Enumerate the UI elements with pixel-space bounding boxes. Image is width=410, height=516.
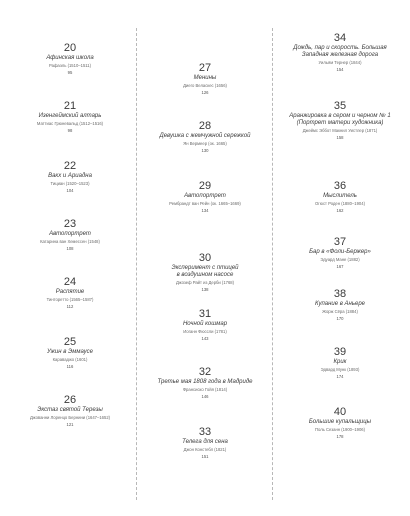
artwork-title-line: Большие купальщицы: [308, 419, 372, 425]
artist-and-year: Жорж Сёра (1884): [322, 309, 358, 314]
toc-entry[interactable]: [272, 236, 408, 270]
artwork-title: [2, 55, 138, 62]
page-number: 174: [336, 374, 344, 379]
artist-and-year: Эдвард Мунк (1893): [320, 367, 360, 372]
page-number: 98: [67, 128, 73, 133]
toc-entry[interactable]: [137, 120, 273, 154]
chapter-number: 29: [198, 180, 212, 192]
artwork-title: [2, 231, 138, 238]
artist-and-year: Поль Сезанн (1900–1906): [314, 427, 366, 432]
artwork-title-line: Изенгеймский алтарь: [38, 113, 102, 119]
page-number: 151: [201, 454, 209, 459]
artist-and-year: Рафаэль (1510–1511): [48, 63, 92, 68]
toc-entry[interactable]: [2, 100, 138, 134]
artwork-title-line: Девушка с жемчужной сережкой: [159, 133, 251, 139]
artwork-title-line: Эксперимент с птицей: [171, 265, 239, 271]
artist-and-year: Эдуард Мане (1882): [320, 257, 360, 262]
artist-and-year: Маттиас Грюневальд (1512–1516): [36, 121, 104, 126]
toc-entry[interactable]: [272, 346, 408, 380]
artwork-title-line: в воздушном насосе: [176, 272, 234, 278]
page-number: 112: [66, 304, 74, 309]
chapter-number: 28: [198, 120, 212, 132]
artwork-title-line: Мыслитель: [323, 193, 357, 199]
page-number: 130: [201, 148, 209, 153]
artwork-title-line: Афинская школа: [46, 55, 94, 61]
artwork-title: [272, 193, 408, 200]
artwork-title: [2, 289, 138, 296]
artwork-title: [137, 321, 273, 328]
page-number: 143: [201, 336, 209, 341]
chapter-number: 24: [63, 276, 77, 288]
artwork-title: [2, 349, 138, 356]
toc-entry[interactable]: [137, 252, 273, 293]
toc-entry[interactable]: [137, 308, 273, 342]
chapter-number: 36: [333, 180, 347, 192]
chapter-number: 35: [333, 100, 347, 112]
chapter-number: 37: [333, 236, 347, 248]
toc-entry[interactable]: [2, 160, 138, 194]
page-number: 134: [201, 208, 209, 213]
page-number: 108: [66, 246, 74, 251]
toc-entry[interactable]: [2, 218, 138, 252]
page-number: 121: [66, 422, 74, 427]
artist-and-year: Огюст Роден (1880–1904): [315, 201, 365, 206]
artwork-title: [272, 249, 408, 256]
page-number: 178: [336, 434, 344, 439]
artwork-title: [272, 301, 408, 308]
toc-entry[interactable]: [137, 62, 273, 96]
artwork-title-line: Экстаз святой Терезы: [37, 407, 103, 413]
toc-entry[interactable]: [137, 180, 273, 214]
toc-entry[interactable]: [272, 180, 408, 214]
toc-entry[interactable]: [272, 288, 408, 322]
toc-entry[interactable]: [137, 366, 273, 400]
page-number: 116: [66, 364, 74, 369]
artist-and-year: Джеймс Эббот Макнил Уистлер (1871): [302, 128, 378, 133]
artist-and-year: Уильям Тернер (1844): [318, 60, 362, 65]
toc-entry[interactable]: [272, 406, 408, 440]
chapter-number: 22: [63, 160, 77, 172]
chapter-number: 26: [63, 394, 77, 406]
page-number: 95: [67, 70, 73, 75]
artwork-title: [272, 113, 408, 127]
artwork-title-line: Менины: [193, 75, 217, 81]
page-number: 162: [336, 208, 344, 213]
artist-and-year: Джозеф Райт из Дерби (1768): [175, 280, 235, 285]
artwork-title-line: Распятие: [55, 289, 85, 295]
artwork-title: [137, 133, 273, 140]
artwork-title-line: Ночной кошмар: [182, 321, 228, 327]
chapter-number: 30: [198, 252, 212, 264]
page-number: 170: [336, 316, 344, 321]
toc-entry[interactable]: [2, 394, 138, 428]
chapter-number: 39: [333, 346, 347, 358]
artist-and-year: Тициан (1520–1523): [50, 181, 90, 186]
chapter-number: 40: [333, 406, 347, 418]
artwork-title-line: Аранжировка в сером и черном № 1: [289, 113, 391, 119]
page-number: 146: [201, 394, 209, 399]
chapter-number: 34: [333, 32, 347, 44]
artist-and-year: Тинторетто (1565–1587): [46, 297, 94, 302]
chapter-number: 23: [63, 218, 77, 230]
artwork-title: [2, 407, 138, 414]
artwork-title: [272, 359, 408, 366]
artwork-title-line: (Портрет матери художника): [296, 120, 384, 126]
artwork-title-line: Дождь, пар и скорость. Большая: [293, 45, 387, 51]
artwork-title-line: Автопортрет: [184, 193, 226, 199]
artwork-title: [137, 265, 273, 279]
artwork-title-line: Западная железная дорога: [301, 52, 379, 58]
toc-entry[interactable]: [2, 336, 138, 370]
artist-and-year: Джон Констебл (1821): [183, 447, 227, 452]
artwork-title-line: Телега для сена: [182, 439, 228, 445]
chapter-number: 21: [63, 100, 77, 112]
artwork-title: [272, 45, 408, 59]
artwork-title: [2, 113, 138, 120]
artist-and-year: Джованни Лоренцо Бернини (1647–1652): [29, 415, 111, 420]
artist-and-year: Рембрандт ван Рейн (ок. 1665–1669): [169, 201, 241, 206]
artwork-title-line: Ужин в Эммаусе: [47, 349, 93, 355]
artist-and-year: Караваджо (1601): [52, 357, 88, 362]
artwork-title: [137, 193, 273, 200]
artwork-title: [137, 379, 273, 386]
artwork-title: [137, 75, 273, 82]
artwork-title: [272, 419, 408, 426]
chapter-number: 25: [63, 336, 77, 348]
artwork-title: [2, 173, 138, 180]
artwork-title-line: Вакх и Ариадна: [48, 173, 92, 179]
artwork-title-line: Автопортрет: [49, 231, 91, 237]
artwork-title-line: Третье мая 1808 года в Мадриде: [157, 379, 253, 385]
artist-and-year: Диего Веласкес (1656): [183, 83, 227, 88]
artist-and-year: Катарина ван Хемессен (1548): [40, 239, 100, 244]
page-number: 126: [201, 90, 209, 95]
artwork-title-line: Купание в Аньере: [314, 301, 366, 307]
chapter-number: 31: [198, 308, 212, 320]
page-number: 167: [336, 264, 344, 269]
artist-and-year: Франсиско Гойя (1814): [182, 387, 228, 392]
chapter-number: 33: [198, 426, 212, 438]
toc-entry[interactable]: [2, 276, 138, 310]
chapter-number: 38: [333, 288, 347, 300]
artwork-title-line: Бар в «Фоли-Бержер»: [309, 249, 371, 255]
page-number: 154: [336, 67, 344, 72]
chapter-number: 27: [198, 62, 212, 74]
page-number: 158: [336, 135, 344, 140]
toc-entry[interactable]: [272, 100, 408, 141]
toc-entry[interactable]: [272, 32, 408, 73]
page-number: 138: [201, 287, 209, 292]
chapter-number: 20: [63, 42, 77, 54]
artist-and-year: Иоганн Фюссли (1781): [183, 329, 227, 334]
artwork-title-line: Крик: [333, 359, 347, 365]
artist-and-year: Ян Вермеер (ок. 1665): [183, 141, 227, 146]
chapter-number: 32: [198, 366, 212, 378]
toc-entry[interactable]: [2, 42, 138, 76]
toc-entry[interactable]: [137, 426, 273, 460]
artwork-title: [137, 439, 273, 446]
page-number: 104: [66, 188, 74, 193]
